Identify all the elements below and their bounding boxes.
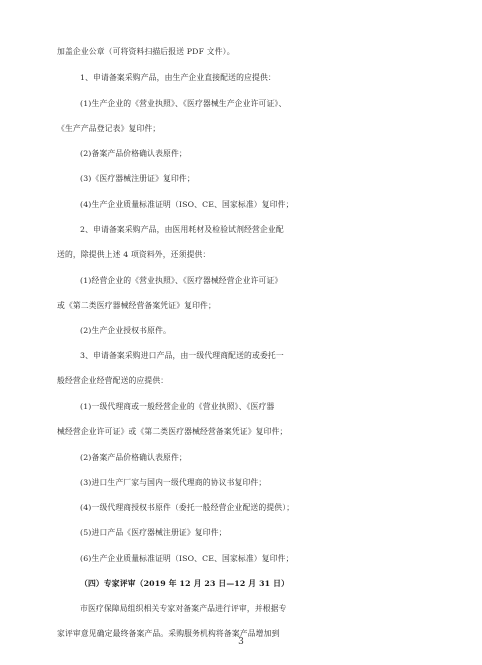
text-line: (2)备案产品价格确认表原件； bbox=[80, 453, 187, 462]
text-line: (1)经营企业的《营业执照》、《医疗器械经营企业许可证》 bbox=[80, 276, 283, 285]
text-line: 1、申请备案采购产品，由生产企业直接配送的应提供： bbox=[80, 73, 276, 82]
text-line: 3、申请备案采购进口产品，由一级代理商配送的或委托一 bbox=[80, 351, 284, 360]
text-line: 市医疗保障局组织相关专家对备案产品进行评审，并根据专 bbox=[80, 604, 287, 613]
text-line: 家评审意见确定最终备案产品。采购服务机构将备案产品增加到 bbox=[57, 629, 280, 638]
page-number: 3 bbox=[238, 637, 244, 647]
text-line: (5)进口产品《医疗器械注册证》复印件； bbox=[80, 528, 227, 537]
section-heading: （四）专家评审（2019 年 12 月 23 日—12 月 31 日） bbox=[80, 579, 290, 588]
text-line: (2)备案产品价格确认表原件； bbox=[80, 149, 187, 158]
text-line: (2)生产企业授权书原件。 bbox=[80, 326, 171, 335]
text-line: (6)生产企业质量标准证明（ISO、CE、国家标准）复印件； bbox=[80, 554, 294, 563]
text-line: 送的，除提供上述 4 项资料外，还须提供： bbox=[57, 250, 211, 259]
text-line: 般经营企业经营配送的应提供： bbox=[57, 376, 169, 385]
text-line: (1)生产企业的《营业执照》、《医疗器械生产企业许可证》、 bbox=[80, 99, 287, 108]
text-line: 《生产产品登记表》复印件； bbox=[57, 124, 161, 133]
text-line: (4)生产企业质量标准证明（ISO、CE、国家标准）复印件； bbox=[80, 200, 294, 209]
text-line: 2、申请备案采购产品，由医用耗材及检验试剂经营企业配 bbox=[80, 225, 284, 234]
text-line: (4)一级代理商授权书原件（委托一般经营企业配送的提供）； bbox=[80, 503, 295, 512]
text-line: 械经营企业许可证》或《第二类医疗器械经营备案凭证》复印件； bbox=[57, 427, 288, 436]
text-line: (3)《医疗器械注册证》复印件； bbox=[80, 174, 195, 183]
text-line: 或《第二类医疗器械经营备案凭证》复印件； bbox=[57, 301, 216, 310]
text-line: (1)一级代理商或一般经营企业的《营业执照》、《医疗器 bbox=[80, 402, 275, 411]
text-line: (3)进口生产厂家与国内一级代理商的协议书复印件； bbox=[80, 478, 267, 487]
text-line: 加盖企业公章（可将资料扫描后报送 PDF 文件）。 bbox=[57, 47, 235, 56]
